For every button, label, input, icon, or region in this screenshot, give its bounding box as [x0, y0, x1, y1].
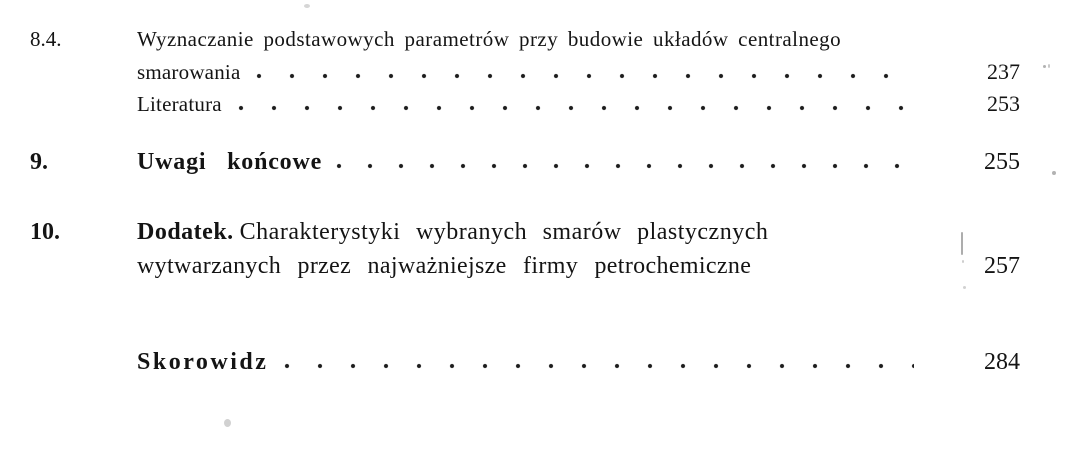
scan-artifact	[961, 232, 963, 255]
entry-title	[137, 219, 768, 246]
scan-artifact	[1043, 65, 1046, 68]
toc-entry-skorowidz	[30, 349, 1020, 376]
entry-title-regular-part: Charakterystyki wybranych smarów plastycznych	[239, 219, 769, 245]
scan-artifact	[1052, 171, 1056, 175]
dot-leader	[256, 73, 914, 79]
toc-entry-8-4-line1	[30, 27, 1020, 52]
toc-entry-8-4-line2	[30, 59, 1020, 85]
entry-title: Literatura	[137, 92, 222, 116]
toc-entry-9	[30, 149, 1020, 176]
entry-title: Uwagi końcowe	[137, 149, 323, 175]
dot-leader	[336, 163, 914, 169]
entry-title: Wyznaczanie podstawowych parametrów przy budowie układów centralnego	[137, 27, 842, 51]
page-number: 257	[984, 253, 1020, 279]
page-number: 255	[984, 149, 1020, 175]
scan-artifact	[963, 286, 966, 289]
entry-title: wytwarzanych przez najważniejsze firmy petrochemiczne	[137, 253, 752, 279]
scan-artifact	[304, 4, 310, 8]
dot-leader	[238, 105, 914, 111]
page-number: 237	[987, 59, 1020, 84]
entry-title: Skorowidz	[137, 349, 269, 375]
scan-artifact	[224, 419, 231, 427]
entry-title: smarowania	[137, 60, 241, 84]
section-number: 9.	[30, 149, 48, 175]
scan-artifact	[962, 260, 964, 263]
toc-entry-literatura	[30, 91, 1020, 117]
entry-title-bold-part: Dodatek.	[137, 219, 234, 245]
page-number: 284	[984, 349, 1020, 375]
scan-artifact	[1048, 64, 1050, 68]
section-number: 8.4.	[30, 27, 62, 51]
section-number: 10.	[30, 219, 60, 245]
page-number: 253	[987, 91, 1020, 116]
toc-entry-10-line1	[30, 219, 1020, 246]
dot-leader	[284, 363, 914, 369]
toc-entry-10-line2	[30, 253, 1020, 280]
